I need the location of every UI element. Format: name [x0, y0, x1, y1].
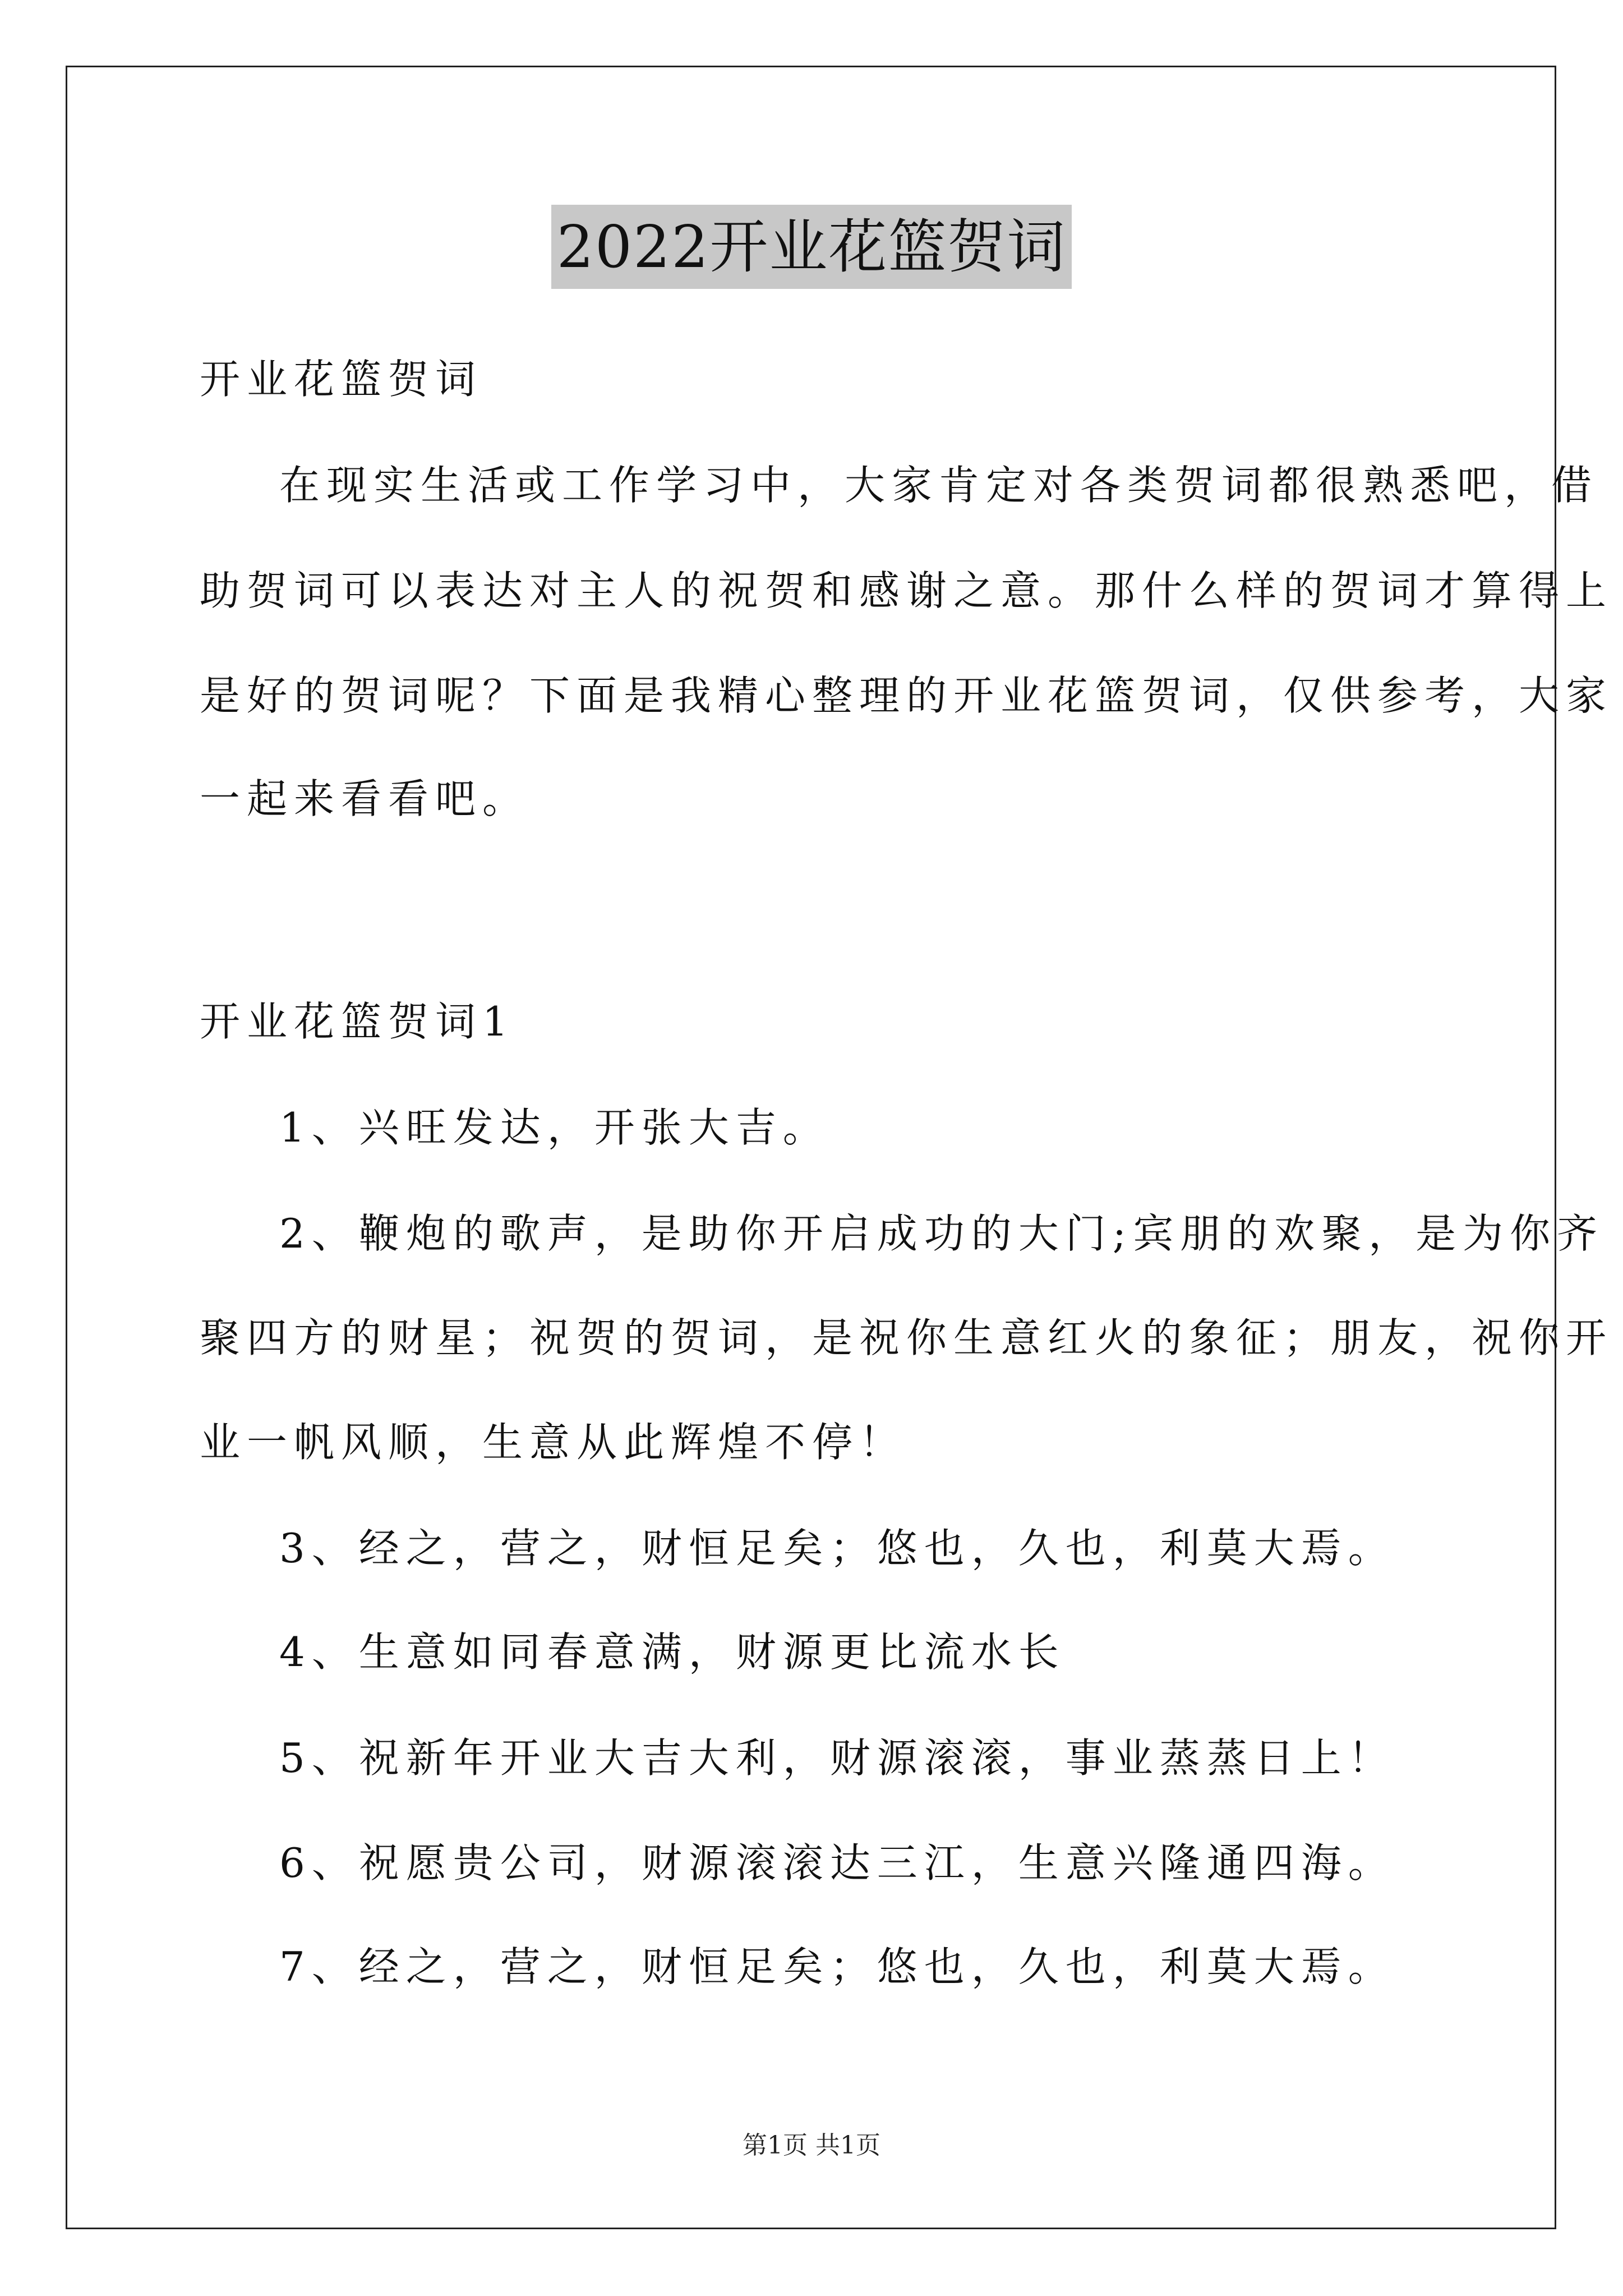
list-item-4: 4、生意如同春意满，财源更比流水长: [279, 1628, 1066, 1676]
title-container: [0, 205, 1623, 289]
list-item-1: 1、兴旺发达，开张大吉。: [279, 1104, 830, 1151]
intro-line-3: 是好的贺词呢？下面是我精心整理的开业花篮贺词，仅供参考，大家: [200, 672, 1613, 719]
intro-line-2: 助贺词可以表达对主人的祝贺和感谢之意。那什么样的贺词才算得上: [200, 567, 1613, 614]
subtitle: 开业花篮贺词: [200, 356, 483, 403]
list-item-5: 5、祝新年开业大吉大利，财源滚滚，事业蒸蒸日上！: [279, 1734, 1395, 1782]
page-footer: 第1页 共1页: [743, 2131, 880, 2160]
list-item-3: 3、经之，营之，财恒足矣；悠也，久也，利莫大焉。: [279, 1525, 1395, 1572]
intro-line-4: 一起来看看吧。: [200, 775, 530, 822]
intro-line-1: 在现实生活或工作学习中，大家肯定对各类贺词都很熟悉吧，借: [279, 462, 1599, 509]
list-item-6: 6、祝愿贵公司，财源滚滚达三江，生意兴隆通四海。: [279, 1839, 1395, 1887]
list-item-2-line-3: 业一帆风顺，生意从此辉煌不停！: [200, 1419, 907, 1466]
list-item-2-line-2: 聚四方的财星；祝贺的贺词，是祝你生意红火的象征；朋友，祝你开: [200, 1314, 1613, 1361]
document-title: 2022开业花篮贺词: [551, 205, 1072, 289]
list-item-7: 7、经之，营之，财恒足矣；悠也，久也，利莫大焉。: [279, 1943, 1395, 1990]
section-heading: 开业花篮贺词1: [200, 998, 515, 1045]
list-item-2-line-1: 2、鞭炮的歌声，是助你开启成功的大门;宾朋的欢聚，是为你齐: [279, 1210, 1604, 1257]
